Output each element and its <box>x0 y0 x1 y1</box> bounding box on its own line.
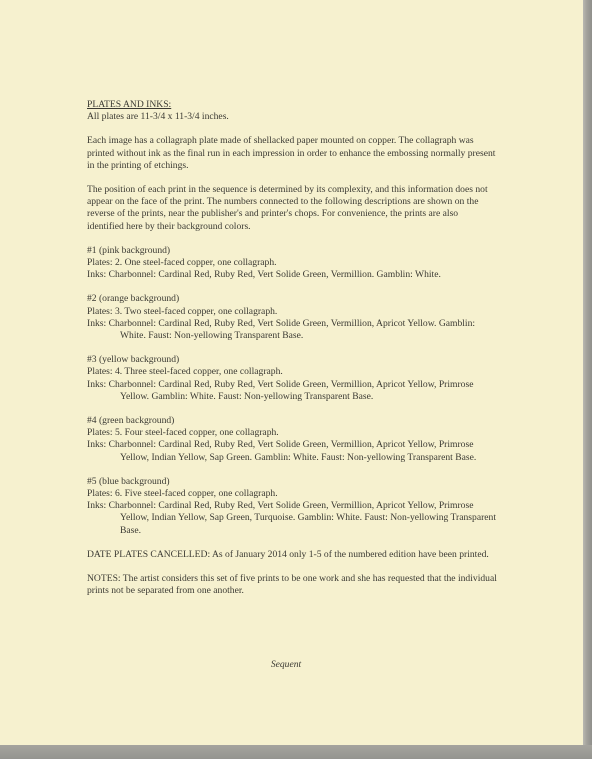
print-entry-5 <box>87 476 497 537</box>
print-plates: Plates: 5. Four steel-faced copper, one collagraph. <box>87 427 279 439</box>
print-entry-1 <box>87 245 497 282</box>
print-entry-3 <box>87 354 497 403</box>
print-entry-2 <box>87 293 497 342</box>
section-heading: PLATES AND INKS: <box>87 99 172 110</box>
print-title: #4 (green background) <box>87 415 175 427</box>
date-cancelled-paragraph: DATE PLATES CANCELLED: As of January 2014 only 1-5 of the numbered edition have been printed. <box>87 548 489 560</box>
document-body <box>87 99 497 598</box>
plate-size-text: All plates are 11-3/4 x 11-3/4 inches. <box>87 111 229 123</box>
sequence-paragraph: The position of each print in the sequence is determined by its complexity, and this information does not appear on the face of the print. The numbers connected to the following descriptions are shown on the reverse of the prints, near the publisher's and printer's chops. For convenience, the prints are also identified here by their background colors. <box>87 184 488 232</box>
collagraph-paragraph: Each image has a collagraph plate made of shellacked paper mounted on copper. The collagraph was printed without ink as the final run in each impression in order to enhance the embossing normally present in the printing of etchings. <box>87 135 496 171</box>
footer-publisher: Sequent <box>270 659 302 670</box>
scan-edge-bottom <box>0 745 592 759</box>
print-inks: Inks: Charbonnel: Cardinal Red, Ruby Red, Vert Solide Green, Vermillion, Apricot Yellow, Primrose Yellow, Indian Yellow, Sap Green. Gamblin: White. Faust: Non-yellowing Transparent Base. <box>87 439 477 463</box>
print-plates: Plates: 2. One steel-faced copper, one collagraph. <box>87 257 277 269</box>
print-title: #5 (blue background) <box>87 475 170 487</box>
print-title: #1 (pink background) <box>87 244 171 256</box>
scan-edge-right <box>583 0 592 759</box>
print-inks: Inks: Charbonnel: Cardinal Red, Ruby Red, Vert Solide Green, Vermillion, Apricot Yellow, Primrose Yellow. Gamblin: White. Faust: Non-yellowing Transparent Base. <box>87 378 474 402</box>
notes-paragraph: NOTES: The artist considers this set of five prints to be one work and she has requested that the individual prints not be separated from one another. <box>87 573 497 597</box>
print-plates: Plates: 4. Three steel-faced copper, one collagraph. <box>87 366 283 378</box>
print-plates: Plates: 6. Five steel-faced copper, one collagraph. <box>87 488 278 500</box>
print-plates: Plates: 3. Two steel-faced copper, one collagraph. <box>87 305 278 317</box>
print-entry-4 <box>87 415 497 464</box>
print-title: #3 (yellow background) <box>87 354 180 366</box>
print-inks: Inks: Charbonnel: Cardinal Red, Ruby Red, Vert Solide Green, Vermillion, Apricot Yellow. Gamblin: White. Faust: Non-yellowing Transparent Base. <box>87 317 476 342</box>
print-title: #2 (orange background) <box>87 293 180 305</box>
print-inks: Inks: Charbonnel: Cardinal Red, Ruby Red, Vert Solide Green, Vermillion. Gamblin: White. <box>87 269 441 281</box>
print-inks: Inks: Charbonnel: Cardinal Red, Ruby Red, Vert Solide Green, Vermillion, Apricot Yellow, Primrose Yellow, Indian Yellow, Sap Green, Turquoise. Gamblin: White. Faust: Non-yellowing Transparent Base. <box>87 500 497 536</box>
